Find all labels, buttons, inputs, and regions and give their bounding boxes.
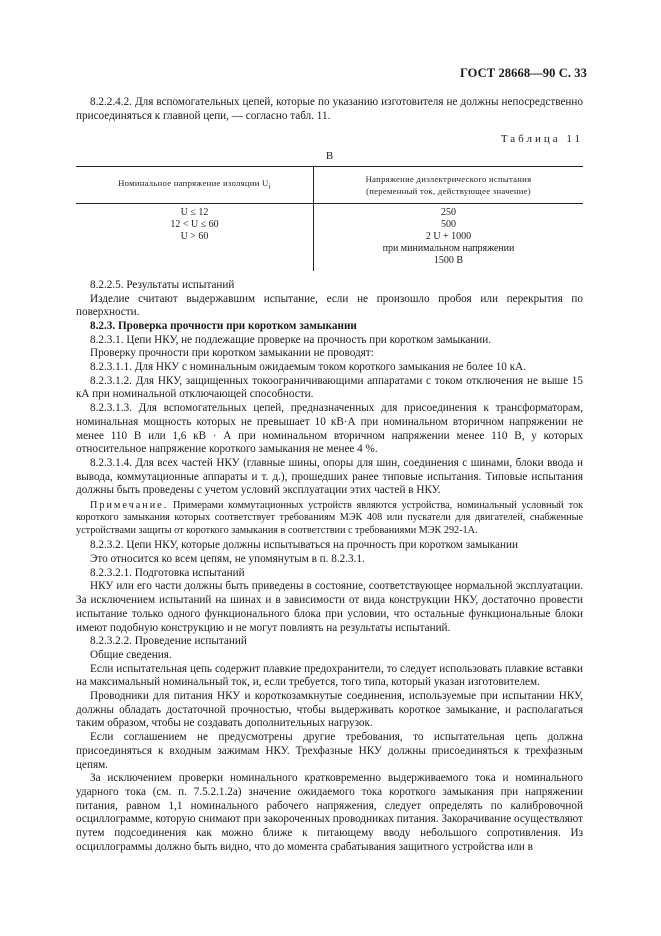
paragraph: Изделие считают выдержавшим испытание, если не произошло пробоя или перекрытия по поверхности. [76, 292, 583, 319]
paragraph: Проводники для питания НКУ и короткозамкнутые соединения, используемые при испытании НКУ, должны обладать достаточной прочностью, чтобы выдерживать короткое замыкание, и располагаться таким образом, чтобы не создавать дополнительных нагрузок. [76, 690, 583, 730]
table-cell: U > 60 [180, 230, 209, 242]
page-header: ГОСТ 28668—90 С. 33 [459, 66, 587, 80]
paragraph: НКУ или его части должны быть приведены в состояние, соответствующее нормальной эксплуатации. За исключением испытаний на шинах и в зависимости от вида конструкции НКУ, достаточно провести испытание только одного функционального блока при условии, что остальные функциональные блоки имеют подобную конструкцию и не могут повлиять на результаты испытаний. [76, 580, 583, 634]
paragraph: 8.2.3.1.2. Для НКУ, защищенных токоограничивающими аппаратами с током отключения не выше 15 кА при номинальной отключающей способности. [76, 374, 583, 401]
section-heading: 8.2.3. Проверка прочности при коротком замыкании [90, 319, 357, 332]
col1-header-text: Номинальное напряжение изоляции U [118, 177, 269, 188]
note [76, 500, 583, 537]
paragraph: Если испытательная цепь содержит плавкие предохранители, то следует использовать плавкие вставки на максимальный номинальный ток, и, если требуется, того типа, который указан изготовителем. [76, 662, 583, 689]
paragraph: 8.2.3.1.3. Для вспомогательных цепей, предназначенных для присоединения к трансформаторам, номинальная мощность которых не превышает 10 кВ·А при номинальном вторичном напряжении не менее 110 В или 1,6 кВ · А при номинальном вторичном напряжении менее 110 В, у которых относительное напряжение короткого замыкания не менее 4 %. [76, 402, 583, 456]
paragraph: Если соглашением не предусмотрены другие требования, то испытательная цепь должна присоединяться к входным зажимам НКУ. Трехфазные НКУ должны присоединяться к трехфазным цепям. [76, 731, 583, 771]
table-11 [76, 166, 583, 271]
table-cell: 250 [441, 206, 456, 218]
table-caption: Таблица 11 [500, 133, 583, 146]
table-cell: U ≤ 12 [180, 206, 209, 218]
paragraph: Общие сведения. [90, 648, 172, 661]
table-body-col1 [76, 203, 314, 271]
table-cell: при минимальном напряжении [382, 242, 515, 254]
paragraph: 8.2.2.5. Результаты испытаний [90, 278, 235, 291]
col1-header-sub: i [268, 182, 271, 191]
paragraph: 8.2.3.1. Цепи НКУ, не подлежащие проверке на прочность при коротком замыкании. [90, 333, 492, 346]
table-body-col2 [314, 203, 584, 271]
table-cell: 500 [441, 218, 456, 230]
col2-header-line2: (переменный ток, действующее значение) [366, 185, 531, 196]
paragraph: 8.2.3.1.1. Для НКУ с номинальным ожидаемым током короткого замыкания не более 10 кА. [90, 361, 527, 374]
note-label: Примечание. [90, 500, 169, 512]
table-cell: 12 < U ≤ 60 [170, 218, 219, 230]
paragraph: Это относится ко всем цепям, не упомянутым в п. 8.2.3.1. [90, 552, 365, 565]
paragraph: 8.2.3.2.2. Проведение испытаний [90, 635, 247, 648]
table-unit: В [325, 150, 334, 163]
paragraph: 8.2.3.2.1. Подготовка испытаний [90, 566, 245, 579]
table-cell: 2 U + 1000 [425, 230, 472, 242]
paragraph: Проверку прочности при коротком замыкании не проводят: [90, 347, 374, 360]
col2-header-line1: Напряжение диэлектрического испытания [365, 173, 532, 184]
paragraph: За исключением проверки номинального кратковременно выдерживаемого тока и номинального ударного тока (см. п. 7.5.2.1.2а) значение ожидаемого тока короткого замыкания при напряжении питания, равном 1,1 номинального рабочего напряжения, следует определять по калибровочной осциллограмме, которую снимают при закороченных проводниках питания. Закорачивание осуществляют путем подсоединения как можно ближе к питающему вводу небольшого сопротивления. Из осциллограммы должно быть видно, что до момента срабатывания защитного устройства или в [76, 772, 583, 853]
table-header-col1 [76, 166, 314, 203]
table-cell: 1500 В [433, 254, 464, 266]
table-header-col2 [314, 166, 584, 203]
document-body [76, 96, 583, 854]
paragraph-8-2-2-4-2: 8.2.2.4.2. Для вспомогательных цепей, которые по указанию изготовителя не должны непосредственно присоединяться к главной цепи, — согласно табл. 11. [76, 96, 583, 122]
paragraph: 8.2.3.2. Цепи НКУ, которые должны испытываться на прочность при коротком замыкании [90, 539, 518, 552]
note-text: Примерами коммутационных устройств являются устройства, номинальный условный ток короткого замыкания которых соответствует требованиям МЭК 408 или пускатели для двигателей, снабженные устройствами защиты от короткого замыкания в соответствии с требованиями МЭК 292-1А. [76, 500, 583, 536]
paragraph: 8.2.3.1.4. Для всех частей НКУ (главные шины, опоры для шин, соединения с шинами, блоки ввода и вывода, коммутационные аппараты и т. д.), прошедших ранее типовые испытания. Типовые испытания должны быть проведены с учетом условий эксплуатации этих частей в НКУ. [76, 456, 583, 497]
